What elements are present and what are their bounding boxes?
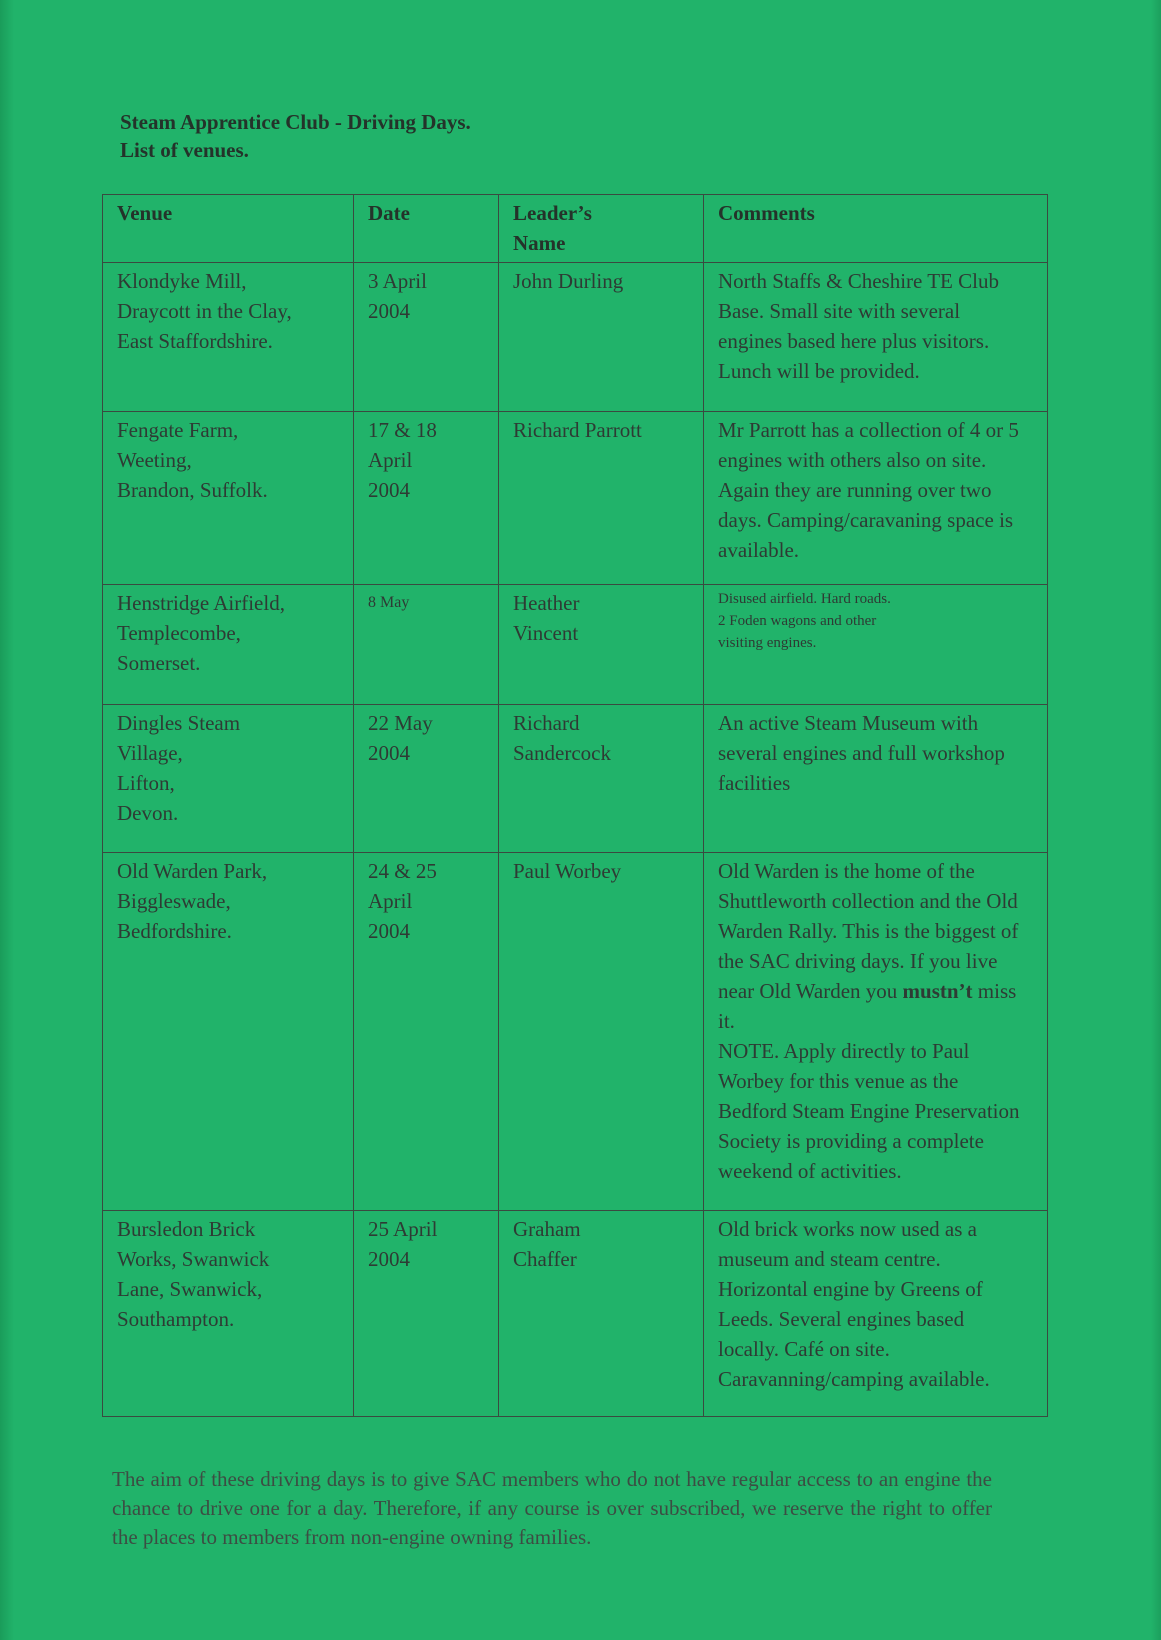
date-line: 2004 (368, 478, 410, 502)
venues-table (102, 194, 1048, 1417)
leader-line: Graham (513, 1217, 581, 1241)
date-line: 2004 (368, 299, 410, 323)
date-line: April (368, 889, 413, 913)
venue-line: Village, (117, 741, 183, 765)
date-line: 22 May (368, 711, 433, 735)
comments-line: visiting engines. (718, 635, 817, 651)
comments-line: locally. Café on site. (718, 1337, 890, 1361)
venue-line: East Staffordshire. (117, 329, 273, 353)
comments-line: available. (718, 538, 800, 562)
header-leader-line1: Leader’s (513, 201, 592, 225)
venue-line: Bedfordshire. (117, 919, 232, 943)
comments-cell (704, 412, 1048, 585)
leader-cell (499, 1211, 704, 1417)
comments-note-line: NOTE. Apply directly to Paul (718, 1039, 970, 1063)
venue-line: Bursledon Brick (117, 1217, 256, 1241)
date-cell (354, 585, 499, 705)
date-line: 3 April (368, 269, 427, 293)
header-date: Date (354, 195, 499, 263)
leader-line: Chaffer (513, 1247, 577, 1271)
leader-line: Richard (513, 711, 580, 735)
table-row (103, 412, 1048, 585)
comments-line: 2 Foden wagons and other (718, 613, 877, 629)
comments-line: days. Camping/caravaning space is (718, 508, 1014, 532)
venue-cell (103, 585, 354, 705)
venue-line: Templecombe, (117, 621, 241, 645)
comments-text: miss (972, 979, 1017, 1003)
leader-line: Sandercock (513, 741, 611, 765)
comments-cell (704, 853, 1048, 1211)
comments-note-line: Worbey for this venue as the (718, 1069, 959, 1093)
venue-line: Somerset. (117, 651, 201, 675)
header-leader-name (499, 195, 704, 263)
table-row (103, 585, 1048, 705)
comments-line: it. (718, 1009, 735, 1033)
venue-line: Southampton. (117, 1307, 235, 1331)
leader-line: Richard Parrott (513, 418, 642, 442)
venue-cell (103, 853, 354, 1211)
date-line: 2004 (368, 1247, 410, 1271)
leader-line: Heather (513, 591, 580, 615)
venue-line: Lifton, (117, 771, 175, 795)
venue-line: Devon. (117, 801, 179, 825)
date-line: 2004 (368, 919, 410, 943)
comments-line: Lunch will be provided. (718, 359, 920, 383)
table-row (103, 263, 1048, 412)
comments-line: Old Warden is the home of the (718, 859, 975, 883)
venue-line: Works, Swanwick (117, 1247, 270, 1271)
comments-line: Again they are running over two (718, 478, 992, 502)
venue-line: Dingles Steam (117, 711, 241, 735)
date-line: 25 April (368, 1217, 438, 1241)
venue-cell (103, 705, 354, 853)
comments-line: Leeds. Several engines based (718, 1307, 965, 1331)
comments-note-line: Society is providing a complete (718, 1129, 984, 1153)
leader-cell (499, 585, 704, 705)
comments-line (718, 976, 1035, 1006)
comments-text: near Old Warden you (718, 979, 903, 1003)
leader-cell (499, 705, 704, 853)
leader-cell (499, 263, 704, 412)
venue-line: Weeting, (117, 448, 192, 472)
comments-emphasis: mustn’t (902, 979, 973, 1003)
leader-line: Vincent (513, 621, 579, 645)
comments-cell (704, 263, 1048, 412)
comments-line: several engines and full workshop (718, 741, 1005, 765)
comments-cell (704, 1211, 1048, 1417)
date-cell (354, 412, 499, 585)
date-line: 24 & 25 (368, 859, 437, 883)
comments-cell (704, 585, 1048, 705)
date-cell (354, 705, 499, 853)
venue-cell (103, 1211, 354, 1417)
comments-line: engines based here plus visitors. (718, 329, 990, 353)
date-cell (354, 263, 499, 412)
comments-line: Shuttleworth collection and the Old (718, 889, 1018, 913)
document-subtitle: List of venues. (120, 138, 249, 162)
comments-line: Base. Small site with several (718, 299, 961, 323)
comments-cell (704, 705, 1048, 853)
comments-line: Warden Rally. This is the biggest of (718, 919, 1019, 943)
page-edge-left (0, 0, 14, 1640)
table-row (103, 1211, 1048, 1417)
date-line: 8 May (368, 594, 410, 611)
comments-line: Disused airfield. Hard roads. (718, 591, 891, 607)
comments-line: Old brick works now used as a (718, 1217, 977, 1241)
date-cell (354, 853, 499, 1211)
comments-line: Horizontal engine by Greens of (718, 1277, 983, 1301)
comments-line: Caravanning/camping available. (718, 1367, 990, 1391)
comments-line: the SAC driving days. If you live (718, 949, 998, 973)
date-cell (354, 1211, 499, 1417)
comments-line: Mr Parrott has a collection of 4 or 5 (718, 418, 1019, 442)
table-header-row (103, 195, 1048, 263)
venue-line: Fengate Farm, (117, 418, 239, 442)
comments-line: An active Steam Museum with (718, 711, 979, 735)
date-line: April (368, 448, 413, 472)
header-venue: Venue (103, 195, 354, 263)
header-comments: Comments (704, 195, 1048, 263)
comments-line: North Staffs & Cheshire TE Club (718, 269, 999, 293)
venue-line: Biggleswade, (117, 889, 231, 913)
table-row (103, 705, 1048, 853)
leader-cell (499, 412, 704, 585)
venue-line: Brandon, Suffolk. (117, 478, 268, 502)
venue-cell (103, 263, 354, 412)
venue-cell (103, 412, 354, 585)
footer-paragraph: The aim of these driving days is to give SAC members who do not have regular access to an engine the chance to drive one for a day. Therefore, if any course is over subscribed, we reserve the right to offer the places to members from non-engine owning families. (112, 1467, 992, 1549)
venue-line: Lane, Swanwick, (117, 1277, 263, 1301)
comments-line: facilities (718, 771, 791, 795)
comments-line: engines with others also on site. (718, 448, 987, 472)
comments-note-line: weekend of activities. (718, 1159, 902, 1183)
leader-cell (499, 853, 704, 1211)
header-leader-line2: Name (513, 231, 566, 255)
page-edge-right (1151, 0, 1161, 1640)
venue-line: Klondyke Mill, (117, 269, 247, 293)
comments-note-line: Bedford Steam Engine Preservation (718, 1099, 1020, 1123)
table-row (103, 853, 1048, 1211)
venue-line: Draycott in the Clay, (117, 299, 292, 323)
date-line: 17 & 18 (368, 418, 437, 442)
leader-line: Paul Worbey (513, 859, 622, 883)
document-heading (120, 108, 471, 164)
venue-line: Henstridge Airfield, (117, 591, 285, 615)
comments-line: museum and steam centre. (718, 1247, 941, 1271)
document-title: Steam Apprentice Club - Driving Days. (120, 110, 471, 134)
date-line: 2004 (368, 741, 410, 765)
venue-line: Old Warden Park, (117, 859, 268, 883)
leader-line: John Durling (513, 269, 624, 293)
